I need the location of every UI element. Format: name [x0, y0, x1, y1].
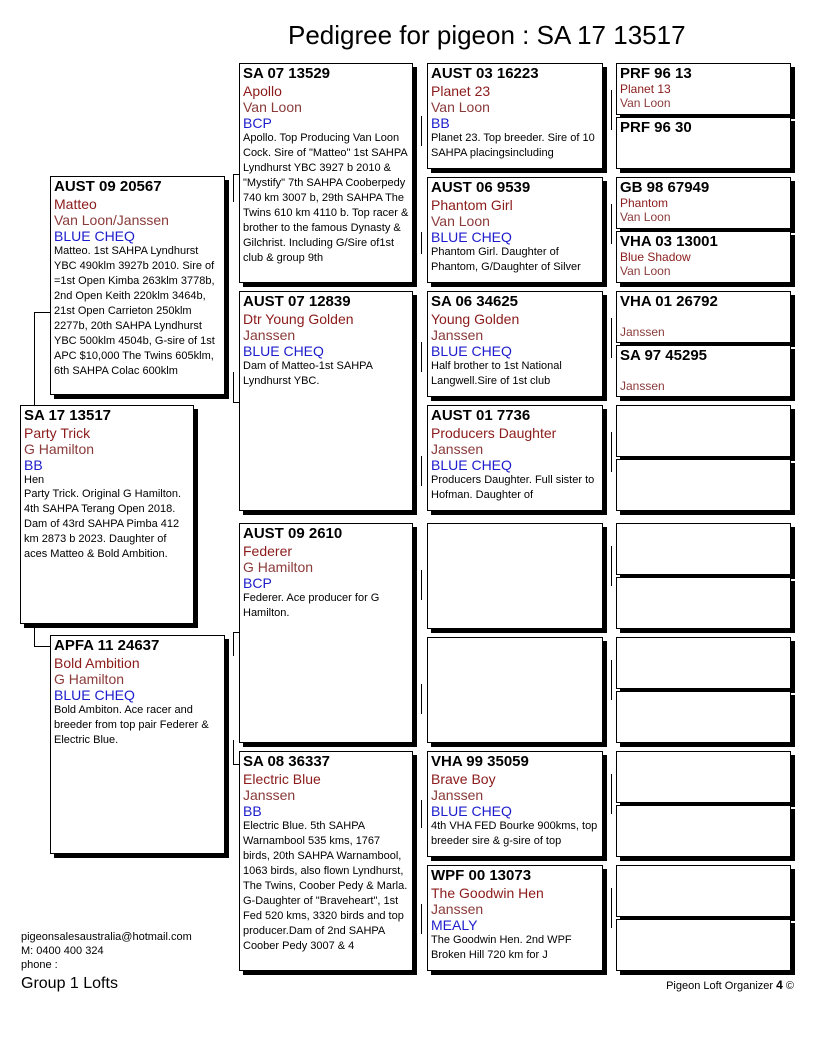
notes: Apollo. Top Producing Van Loon Cock. Sire of "Matteo" 1st SAHPA Lyndhurst YBC 3927 b 2010 & "Mystify" 7th SAHPA Cooberpedy 740 km 3007 b, 29th SAHPA The Twins 610 km 4110 b. Top racer & brother to the famous Dynasty & Gilchrist. Including G/Sire of1st club & group 9th [243, 132, 409, 264]
dam-dam-card[interactable] [239, 751, 413, 971]
connector [421, 684, 422, 714]
connector [611, 660, 612, 700]
contact-mobile: M: 0400 400 324 [21, 945, 104, 957]
colour: MEALY [431, 917, 478, 933]
colour: BB [243, 803, 262, 819]
breeder: Van Loon [620, 96, 671, 110]
copyright-symbol: © [782, 980, 794, 992]
notes: Party Trick. Original G Hamilton. 4th SAHPA Terang Open 2018. Dam of 43rd SAHPA Pimba 412 km 2873 b 2023. Daughter of aces Matteo & Bold Ambition. [24, 488, 182, 560]
connector [611, 318, 612, 358]
breeder: Van Loon [620, 264, 671, 278]
breeder: Van Loon [431, 213, 490, 229]
gen4-card-14[interactable] [616, 805, 791, 857]
ring-number: PRF 96 30 [620, 119, 692, 136]
gen4-card-3[interactable] [616, 177, 791, 229]
ring-number: SA 97 45295 [620, 347, 708, 364]
ring-number: AUST 03 16223 [431, 65, 539, 82]
breeder: G Hamilton [54, 671, 125, 687]
connector [421, 232, 422, 254]
sire-sire-card[interactable] [239, 63, 413, 283]
connector [421, 456, 422, 486]
sire-dam-card[interactable] [239, 291, 413, 511]
colour: BLUE CHEQ [243, 343, 324, 359]
gen4-card-16[interactable] [616, 919, 791, 971]
breeder: G Hamilton [24, 441, 95, 457]
gen4-card-11[interactable] [616, 637, 791, 689]
breeder: Van Loon [431, 99, 490, 115]
connector [34, 312, 35, 406]
pigeon-name: Electric Blue [243, 771, 321, 787]
ring-number: VHA 01 26792 [620, 293, 718, 310]
colour: BLUE CHEQ [431, 803, 512, 819]
notes: 4th VHA FED Bourke 900kms, top breeder sire & g-sire of top [431, 820, 598, 847]
connector [34, 624, 35, 646]
connector [34, 646, 51, 647]
connector [233, 372, 234, 402]
pigeon-name: The Goodwin Hen [431, 885, 544, 901]
connector [233, 632, 234, 656]
connector [611, 774, 612, 814]
notes: Producers Daughter. Full sister to Hofman. Daughter of [431, 474, 595, 501]
gen4-card-7[interactable] [616, 405, 791, 457]
gen4-card-10[interactable] [616, 577, 791, 629]
gen4-card-8[interactable] [616, 459, 791, 511]
contact-email[interactable]: pigeonsalesaustralia@hotmail.com [21, 931, 192, 943]
connector [611, 432, 612, 472]
colour: BLUE CHEQ [431, 229, 512, 245]
ring-number: AUST 09 2610 [243, 525, 343, 542]
ring-number: SA 08 36337 [243, 753, 331, 770]
footer-text: Pigeon Loft Organizer [666, 980, 777, 992]
gen3-card-8[interactable] [427, 865, 603, 971]
breeder: Janssen [431, 787, 484, 803]
gen3-card-1[interactable] [427, 63, 603, 169]
pigeon-name: Planet 23 [431, 83, 491, 99]
gen4-card-2[interactable] [616, 117, 791, 169]
connector [611, 888, 612, 928]
breeder: Janssen [431, 441, 484, 457]
colour: BCP [243, 115, 272, 131]
gen4-card-5[interactable] [616, 291, 791, 343]
breeder: Janssen [243, 327, 296, 343]
ring-number: SA 06 34625 [431, 293, 519, 310]
notes: Bold Ambiton. Ace racer and breeder from top pair Federer & Electric Blue. [54, 704, 209, 746]
connector [611, 546, 612, 586]
gen4-card-13[interactable] [616, 751, 791, 803]
dam-card[interactable] [50, 635, 225, 854]
gen4-card-9[interactable] [616, 523, 791, 575]
breeder: G Hamilton [243, 559, 314, 575]
pigeon-name: Dtr Young Golden [243, 311, 354, 327]
ring-number: AUST 01 7736 [431, 407, 531, 424]
loft-name: Group 1 Lofts [21, 975, 118, 992]
colour: BLUE CHEQ [54, 687, 135, 703]
gen3-card-2[interactable] [427, 177, 603, 283]
colour: BB [24, 457, 43, 473]
connector [611, 204, 612, 244]
pigeon-name: Producers Daughter [431, 425, 557, 441]
breeder: Janssen [620, 325, 665, 339]
page-title: Pedigree for pigeon : SA 17 13517 [288, 20, 686, 50]
colour: BB [431, 115, 450, 131]
connector [233, 740, 234, 764]
ring-number: AUST 09 20567 [54, 178, 162, 195]
gen4-card-4[interactable] [616, 231, 791, 283]
pigeon-name: Bold Ambition [54, 655, 140, 671]
pigeon-name: Party Trick [24, 425, 91, 441]
dam-sire-card[interactable] [239, 523, 413, 743]
ring-number: PRF 96 13 [620, 65, 692, 82]
subject-card[interactable] [20, 405, 194, 624]
gen3-card-6[interactable] [427, 637, 603, 743]
colour: BCP [243, 575, 272, 591]
footer-version: 4 [776, 978, 783, 992]
gen3-card-3[interactable] [427, 291, 603, 397]
gen4-card-15[interactable] [616, 865, 791, 917]
pigeon-name: Phantom [620, 196, 669, 210]
ring-number: SA 07 13529 [243, 65, 331, 82]
notes: Half brother to 1st National Langwell.Sire of 1st club [431, 360, 562, 387]
ring-number: WPF 00 13073 [431, 867, 532, 884]
gen3-card-7[interactable] [427, 751, 603, 857]
colour: BLUE CHEQ [431, 343, 512, 359]
pigeon-name: Brave Boy [431, 771, 496, 787]
footer [666, 978, 794, 992]
gen3-card-4[interactable] [427, 405, 603, 511]
connector [421, 570, 422, 600]
pigeon-name: Apollo [243, 83, 282, 99]
gen4-card-1[interactable] [616, 63, 791, 115]
gen4-card-6[interactable] [616, 345, 791, 397]
gen4-card-12[interactable] [616, 691, 791, 743]
notes: Federer. Ace producer for G Hamilton. [243, 592, 380, 619]
breeder: Van Loon [620, 210, 671, 224]
colour: BLUE CHEQ [54, 228, 135, 244]
ring-number: VHA 99 35059 [431, 753, 529, 770]
sex: Hen [24, 474, 45, 486]
breeder: Janssen [243, 787, 296, 803]
connector [421, 904, 422, 934]
gen3-card-5[interactable] [427, 523, 603, 629]
notes: Matteo. 1st SAHPA Lyndhurst YBC 490klm 3927b 2010. Sire of =1st Open Kimba 263klm 3778b, 2nd Open Keith 220klm 3464b, 21st Open Carrieton 250klm 2277b, 20th SAHPA Lyndhurst YBC 500klm 4504b, G-sire of 1st APC $10,000 The Twins 605klm, 6th SAHPA Colac 600klm [54, 245, 215, 377]
contact-block [21, 930, 192, 972]
connector [421, 116, 422, 146]
ring-number: VHA 03 13001 [620, 233, 718, 250]
contact-phone: phone : [21, 959, 58, 971]
pigeon-name: Planet 13 [620, 82, 671, 96]
sire-card[interactable] [50, 176, 225, 395]
connector [421, 800, 422, 828]
connector [421, 342, 422, 372]
ring-number: AUST 06 9539 [431, 179, 531, 196]
notes: The Goodwin Hen. 2nd WPF Broken Hill 720 km for J [431, 934, 572, 961]
ring-number: GB 98 67949 [620, 179, 710, 196]
ring-number: APFA 11 24637 [54, 637, 160, 654]
notes: Electric Blue. 5th SAHPA Warnambool 535 kms, 1767 birds, 20th SAHPA Warnambool, 1063 birds, also flown Lyndhurst, The Twins, Coober Pedy & Marla. G-Daughter of "Braveheart", 1st Fed 520 kms, 3320 birds and top producer.Dam of 2nd SAHPA Coober Pedy 3007 & 4 [243, 820, 408, 952]
ring-number: AUST 07 12839 [243, 293, 351, 310]
pigeon-name: Phantom Girl [431, 197, 513, 213]
connector [233, 174, 234, 202]
ring-number: SA 17 13517 [24, 407, 112, 424]
connector [34, 312, 51, 313]
breeder: Van Loon/Janssen [54, 212, 169, 228]
colour: BLUE CHEQ [431, 457, 512, 473]
notes: Phantom Girl. Daughter of Phantom, G/Daughter of Silver [431, 246, 581, 273]
pigeon-name: Blue Shadow [620, 250, 691, 264]
notes: Planet 23. Top breeder. Sire of 10 SAHPA placingsincluding [431, 132, 595, 159]
breeder: Janssen [431, 901, 484, 917]
breeder: Janssen [431, 327, 484, 343]
breeder: Van Loon [243, 99, 302, 115]
pigeon-name: Young Golden [431, 311, 520, 327]
connector [611, 90, 612, 130]
breeder: Janssen [620, 379, 665, 393]
pigeon-name: Federer [243, 543, 293, 559]
notes: Dam of Matteo-1st SAHPA Lyndhurst YBC. [243, 360, 373, 387]
pigeon-name: Matteo [54, 196, 97, 212]
